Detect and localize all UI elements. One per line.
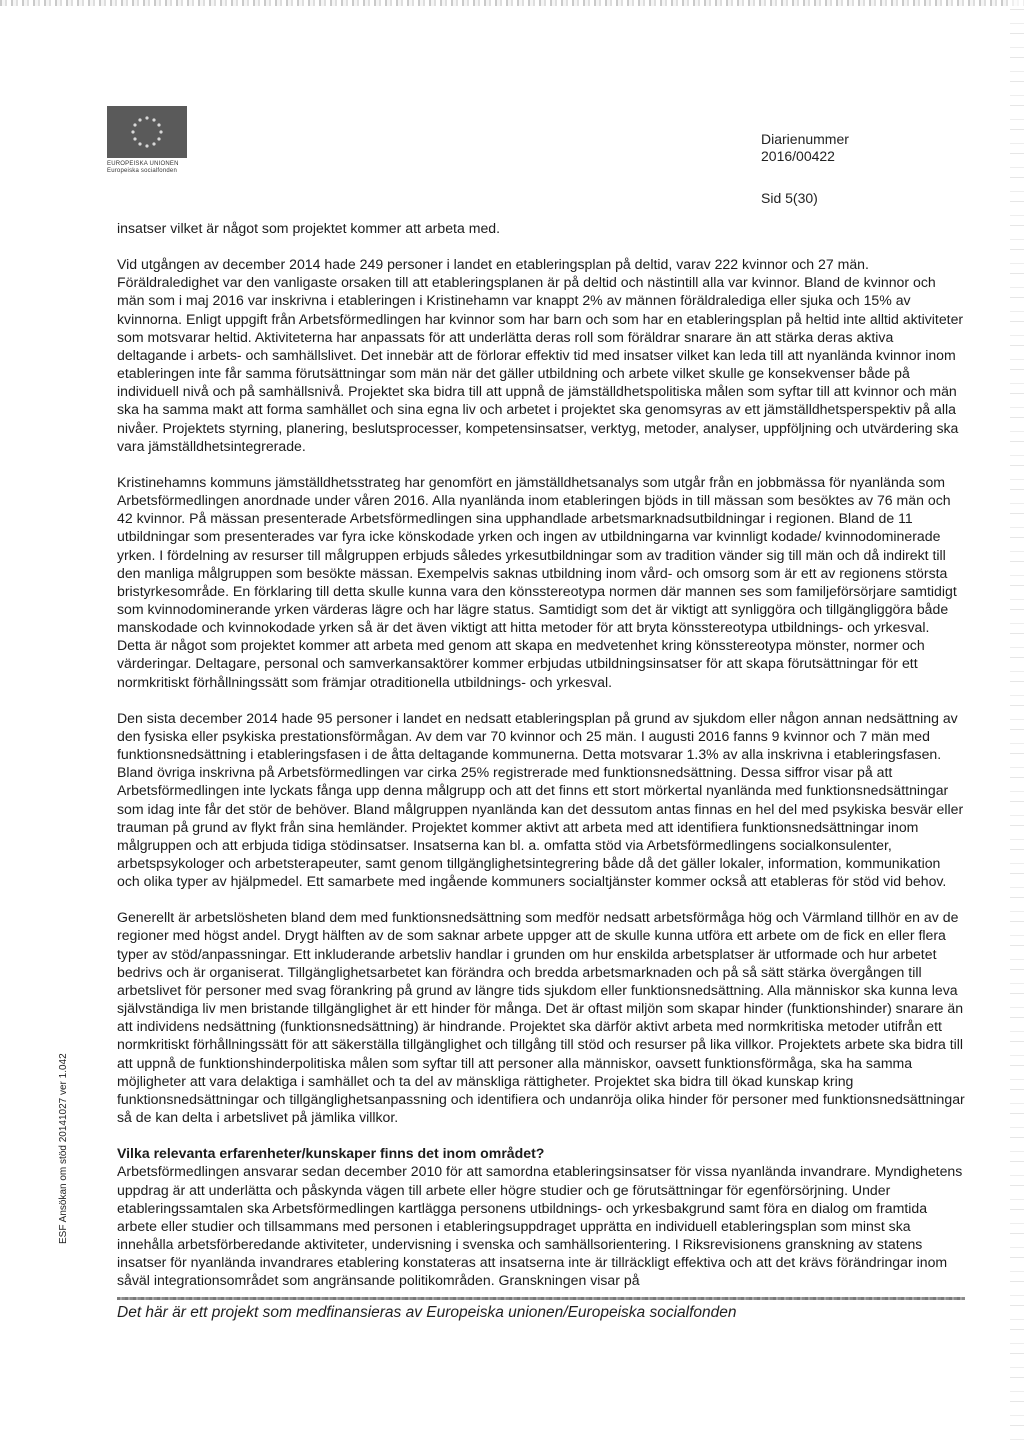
paragraph-1: insatser vilket är något som projektet kommer att arbeta med. [117, 220, 501, 236]
eu-flag-icon [107, 106, 187, 158]
scan-edge-right [1010, 0, 1024, 1446]
page-number: Sid 5(30) [761, 190, 818, 206]
diarie-number: 2016/00422 [761, 148, 835, 164]
diarie-label: Diarienummer [761, 131, 849, 147]
paragraph-3: Kristinehamns kommuns jämställdhetsstrateg har genomfört en jämställdhetsanalys som utgår från en jobbmässa för nyanlända som Arbetsförmedlingen anordnade under våren 2016. Alla nyanlända inom etableringen bjöds in till mässan som besöktes av 76 män och 42 kvinnor. På mässan presenterade Arbetsförmedlingen sina upphandlade arbetsmarknadsutbildningar i regionen. Bland de 11 utbildningar som presenterades var fyra icke könskodade yrken och ingen av utbildningarna var kvinnligt kodade/ kvinnodominerade yrken. I fördelning av resurser till målgruppen erbjuds således yrkesutbildningar som av tradition vänder sig till män och då indirekt till den manliga målgruppen som besökte mässan. Exempelvis saknas utbildning inom vård- och omsorg som är ett av regionens största bristyrkesområde. En förklaring till detta skulle kunna vara den könsstereotypa normen där mannen ses som familjeförsörjare samtidigt som kvinnodominerande yrken värderas lägre och har lägre status. Samtidigt som det är viktigt att synliggöra och tillgängliggöra både manskodade och kvinnokodade yrken så är det även viktigt att hitta metoder för att bryta könsstereotypa utbildnings- och yrkesval. Detta är något som projektet kommer att arbeta med genom att skapa en medvetenhet kring könsstereotypa mönster, normer och värderingar. Deltagare, personal och samverkansaktörer kommer erbjudas utbildningsinsatser för att skapa förutsättningar för ett normkritiskt förhållningssätt som främjar otraditionella utbildnings- och yrkesval. [117, 473, 957, 690]
document-meta [761, 131, 849, 207]
scan-edge-top [0, 0, 1024, 6]
document-body [117, 219, 965, 1289]
logo-line-1: EUROPEISKA UNIONEN [107, 161, 179, 167]
side-form-version: ESF Ansökan om stöd 20141027 ver 1.042 [58, 1053, 69, 1244]
paragraph-5: Generellt är arbetslösheten bland dem med funktionsnedsättning som medför nedsatt arbetsförmåga hög och Värmland tillhör en av de regioner med högst andel. Drygt hälften av de som saknar arbete uppger att de skulle kunna utföra ett arbete om de fick en eller flera typer av stöd/anpassningar. Ett inkluderande arbetsliv handlar i grunden om hur enskilda arbetsplatser är utformade och hur arbetet bedrivs och är organiserat. Tillgänglighetsarbetet kan förändra och bredda arbetsmarknaden och på så sätt stärka övergången till arbetslivet för personer med svag förankring på grund av längre tids sjukdom eller funktionsnedsättning. Alla människor ska kunna leva självständiga liv men bristande tillgänglighet är ett hinder för många. Det är oftast miljön som skapar hinder (funktionshinder) snarare än att individens nedsättning (funktionsnedsättning) är hindrande. Projektet ska därför aktivt arbeta med normkritiska metoder utifrån ett normkritiskt förhållningssätt för att säkerställa tillgänglighet och tillgång till stöd och resurser på lika villkor. Projektets arbete ska bidra till att uppnå de funktionshinderpolitiska målen som syftar till att personer alla människor, oavsett funktionsförmåga, ska ha samma möjligheter att vara delaktiga i samhället och ta del av mänskliga rättigheter. Projektet ska bidra till ökad kunskap kring funktionsnedsättningar och tillgänglighetsanpassning och identifiera och undanröja olika hinder för personer med funktionsnedsättningar så de kan delta i arbetslivet på jämlika villkor. [117, 909, 965, 1126]
paragraph-4: Den sista december 2014 hade 95 personer i landet en nedsatt etableringsplan på grund av sjukdom eller någon annan nedsättning av den fysiska eller psykiska prestationsförmågan. Av dem var 70 kvinnor och 25 män. I augusti 2016 fanns 9 kvinnor och 7 män med funktionsnedsättning i etableringsfasen i de åtta deltagande kommunerna. Detta motsvarar 1.3% av alla inskrivna i etableringsfasen. Bland övriga inskrivna på Arbetsförmedlingen var cirka 25% registrerade med funktionsnedsättning. Dessa siffror visar på att Arbetsförmedlingen inte lyckats fånga upp denna målgrupp och att det finns ett stort mörkertal nyanlända med funktionsnedsättningar som idag inte får det stör de behöver. Bland målgruppen nyanlända kan det dessutom antas finnas en hel del med psykiska besvär eller trauman på grund av flykt från sina hemländer. Projektet kommer aktivt att arbeta med att identifiera funktionsnedsättningar inom målgruppen och att erbjuda tidiga stödinsatser. Insatserna kan bl. a. omfatta stöd via Arbetsförmedlingens socialkonsulenter, arbetspsykologer och arbetsterapeuter, samt genom tillgänglighetsintegrering både då det gäller lokaler, information, kommunikation och olika typer av hjälpmedel. Ett samarbete med ingående kommuners socialtjänster kommer också att etableras för stöd vid behov. [117, 709, 964, 890]
eu-logo-text [107, 161, 197, 175]
section-text: Arbetsförmedlingen ansvarar sedan december 2010 för att samordna etableringsinsatser för vissa nyanlända invandrare. Myndighetens uppdrag är att underlätta och påskynda vägen till arbete eller högre studier och ge förutsättningar för egenförsörjning. Under etableringssamtalen ska Arbetsförmedlingen kartlägga personens utbildnings- och yrkesbakgrund samt föra en dialog om framtida arbete eller studier och tillsammans med personen i etableringsuppdraget upprätta en individuell etableringsplan som minst ska innehålla arbetsförberedande aktiviteter, undervisning i svenska och samhällsorientering. I Riksrevisionens granskning av statens insatser för nyanlända invandrares etablering konstateras att insatserna inte är tillräckligt effektiva och att det krävs förändringar inom såväl integrationsområdet som angränsande politikområden. Granskningen visar på [117, 1163, 963, 1289]
logo-line-2: Europeiska socialfonden [107, 168, 177, 174]
eu-logo [107, 106, 197, 175]
footer-divider [117, 1297, 965, 1300]
footer-text: Det här är ett projekt som medfinansieras av Europeiska unionen/Europeiska socialfonden [117, 1304, 737, 1321]
paragraph-2: Vid utgången av december 2014 hade 249 personer i landet en etableringsplan på deltid, varav 222 kvinnor och 27 män. Föräldraledighet var den vanligaste orsaken till att etableringsplanen är på deltid och nästintill alla var kvinnor. Bland de kvinnor och män som i maj 2016 var inskrivna i etableringen i Kristinehamn var knappt 2% av männen föräldralediga eller sjuka och 15% av kvinnorna. Enligt uppgift från Arbetsförmedlingen har kvinnor som har barn och som har en etableringsplan på heltid inte alltid aktiviteter som motsvarar heltid. Aktiviteterna har anpassats för att underlätta deras roll som föräldrar snarare än att stärka deras aktiva deltagande i arbets- och samhällslivet. Det innebär att de förlorar effektiv tid med insatser vilket kan leda till att nyanlända kvinnor inom etableringen inte får samma förutsättningar som män när det gäller utbildning och arbete vilket skulle ge konsekvenser både på individuell nivå och på samhällsnivå. Projektet ska bidra till att uppnå de jämställdhetspolitiska målen som syftar till att kvinnor och män ska ha samma makt att forma samhället och sina egna liv och arbetet i projektet ska genomsyras av ett jämställdhetsperspektiv på alla nivåer. Projektets styrning, planering, beslutsprocesser, kompetensinsatser, verktyg, metoder, analyser, uppföljning och utvärdering ska vara jämställdhetsintegrerade. [117, 256, 964, 454]
section-heading: Vilka relevanta erfarenheter/kunskaper finns det inom området? [117, 1145, 545, 1162]
